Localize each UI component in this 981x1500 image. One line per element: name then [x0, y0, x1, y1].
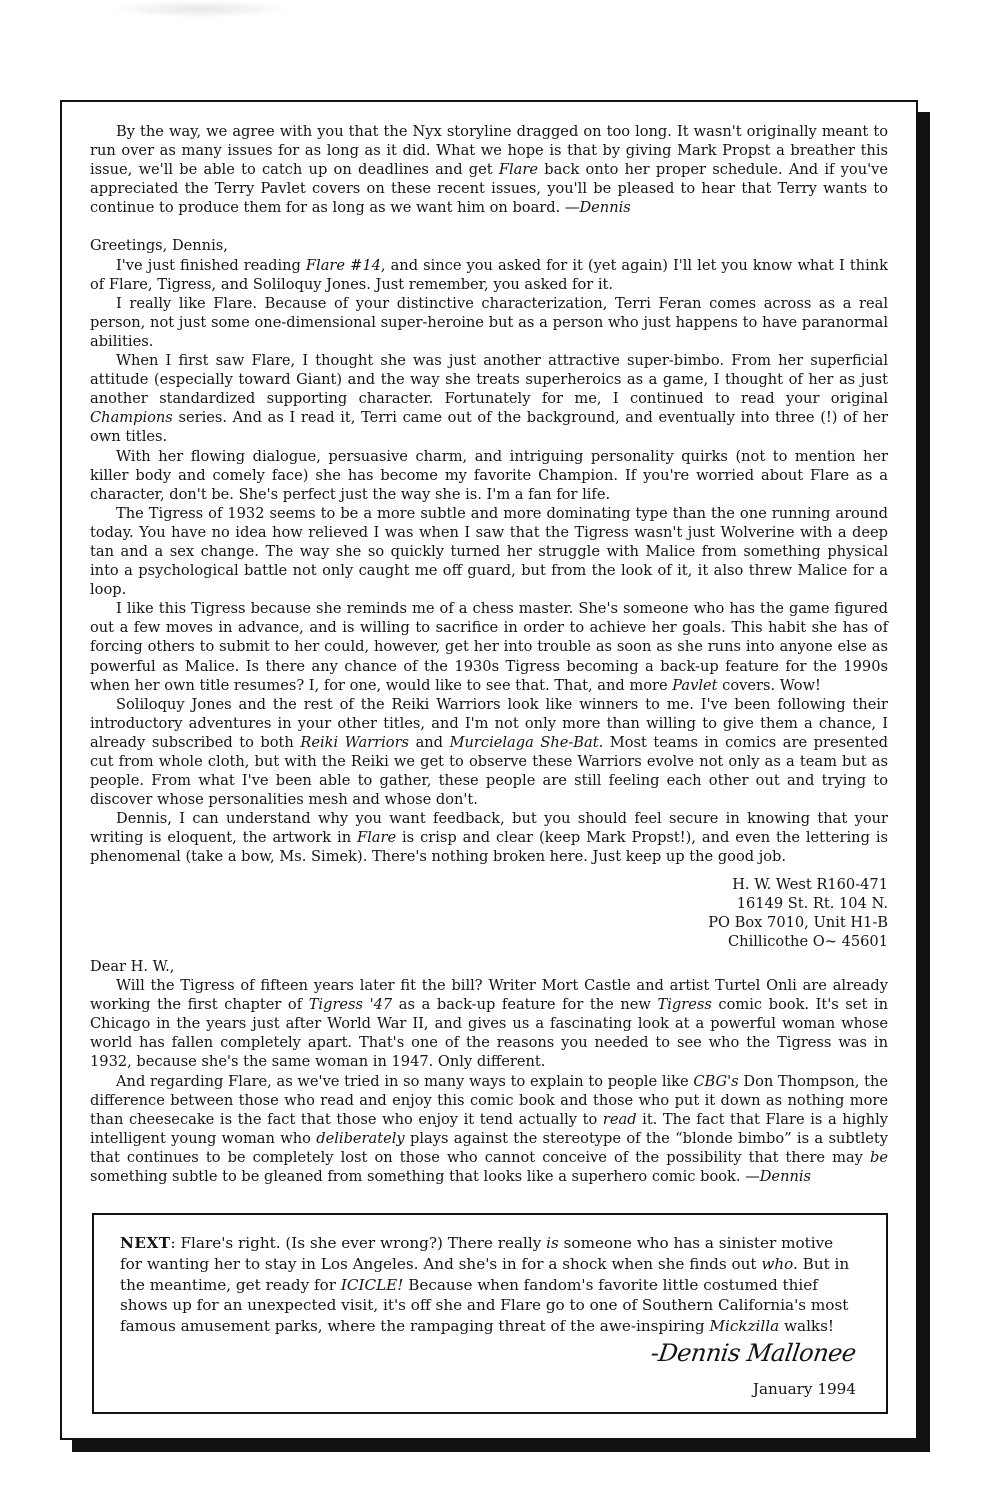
intro-text-2: back onto her proper schedule. And if you've appreciated the Terry Pavlet covers on these recent issues, you'll be pleased to hear that Terry wants to continue to produce them for as long as we want him on board.: [90, 161, 888, 217]
reply-signoff: —Dennis: [745, 1167, 812, 1185]
n-t5: walks!: [779, 1317, 835, 1336]
letter-paragraph-1: [90, 256, 888, 294]
handwritten-signature: -Dennis Mallonee: [649, 1339, 859, 1367]
letter-paragraph-4: With her flowing dialogue, persuasive charm, and intriguing personality quirks (not to mention her killer body and comely face) she has become my favorite Champion. If you're worried about Flare as a character, don't be. She's perfect just the way she is. I'm a fan for life.: [90, 447, 888, 503]
r1a: Will the Tigress of fifteen years later fit the bill? Writer Mort Castle and artist Turtel Onli are already working the first chapter of: [90, 977, 888, 1014]
p7c: Most teams in comics are presented cut from whole cloth, but with the Reiki we get to observe these Warriors evolve not only as a team but as people. From what I've been able to gather, these people are still feeling each other out and trying to discover whose personalities mesh and whose don't.: [90, 733, 888, 809]
letter-greeting: Greetings, Dennis,: [90, 237, 228, 255]
p8b: is crisp and clear (keep Mark Propst!), and even the lettering is phenomenal (take a bow, Ms. Simek). There's nothing broken here. Just keep up the good job.: [90, 829, 888, 866]
letter-paragraph-5: The Tigress of 1932 seems to be a more subtle and more dominating type than the one running around today. You have no idea how relieved I was when I saw that the Tigress wasn't just Wolverine with a deep tan and a sex change. The way she so quickly turned her struggle with Malice from something physical into a psychological battle not only caught me off guard, but from the look of it, it also threw Malice for a loop.: [90, 504, 888, 599]
n-t4: Because when fandom's favorite little costumed thief shows up for an unexpected visit, it's off she and Flare go to one of Southern California's most famous amusement parks, where the rampaging threat of the awe-inspiring: [120, 1275, 849, 1336]
n-em4: Mickzilla: [709, 1317, 780, 1336]
n-t3: But in the meantime, get ready for: [120, 1254, 850, 1294]
address-line: Chillicothe O~ 45601: [728, 932, 888, 950]
letter-paragraph-6: [90, 599, 888, 694]
address-line: 16149 St. Rt. 104 N.: [736, 894, 888, 912]
reply-greeting: Dear H. W.,: [90, 957, 175, 975]
r2d: plays against the stereotype of the “blonde bimbo” is a subtlety that continues to be completely lost on those who cannot conceive of the possibility that there may: [90, 1129, 888, 1166]
r2em3: deliberately: [316, 1129, 405, 1147]
address-line: PO Box 7010, Unit H1-B: [708, 913, 888, 931]
letter-paragraph-8: [90, 809, 888, 866]
r1em2: Tigress: [657, 996, 712, 1014]
p6em: Pavlet: [672, 676, 718, 694]
p3b: series. And as I read it, Terri came out of the background, and eventually into three (!) of her own titles.: [90, 409, 888, 446]
letter-paragraph-7: [90, 695, 888, 810]
p7em2: Murcielaga She-Bat.: [449, 733, 604, 751]
intro-text: By the way, we agree with you that the Nyx storyline dragged on too long. It wasn't originally meant to run over as many issues for as long as it did. What we hope is that by giving Mark Propst a breather this issue, we'll be able to catch up on deadlines and get: [90, 123, 888, 179]
n-em1: is: [546, 1234, 559, 1252]
r1b: as a back-up feature for the new: [392, 996, 658, 1014]
p1a: I've just finished reading: [116, 256, 306, 274]
p1em: Flare #14: [305, 256, 381, 274]
r2em1: CBG's: [693, 1072, 739, 1090]
issue-date: January 1994: [752, 1380, 856, 1398]
letter-paragraph-2: I really like Flare. Because of your distinctive characterization, Terri Feran comes across as a real person, not just some one-dimensional super-heroine but as a person who just happens to have paranormal abilities.: [90, 294, 888, 350]
r2em2: read: [602, 1110, 637, 1128]
writer-address: [90, 875, 888, 951]
reply-paragraph-2: [90, 1072, 888, 1187]
n-em3: ICICLE!: [340, 1275, 404, 1294]
intro-emphasis: Flare: [498, 161, 538, 179]
p1b: , and since you asked for it (yet again) I'll let you know what I think of Flare, Tigress, and Soliloquy Jones. Just remember, you asked for it.: [90, 256, 888, 293]
next-label: NEXT: [120, 1234, 171, 1252]
r1em1: Tigress '47: [308, 996, 393, 1014]
n-t2: someone who has a sinister motive for wanting her to stay in Los Angeles. And she's in for a shock when she finds out: [120, 1234, 834, 1273]
r1c: comic book. It's set in Chicago in the years just after World War II, and gives us a fascinating look at a powerful woman whose world has fallen completely apart. That's one of the reasons you needed to see who the Tigress was in 1932, because she's the same woman in 1947. Only different.: [90, 996, 889, 1071]
p3a: When I first saw Flare, I thought she was just another attractive super-bimbo. From her superficial attitude (especially toward Giant) and the way she treats superheroics as a game, I thought of her as just another standardized supporting character. Fortunately for me, I continued to read your original: [90, 352, 888, 408]
p7a: Soliloquy Jones and the rest of the Reiki Warriors look like winners to me. I've been following their introductory adventures in your other titles, and I'm not only more than willing to give them a chance, I already subscribed to both: [90, 695, 888, 751]
reply-paragraph-1: [90, 976, 888, 1071]
letter-paragraph-3: [90, 351, 888, 446]
r2c: it. The fact that Flare is a highly intelligent young woman who: [90, 1110, 888, 1147]
editor-signoff: —Dennis: [564, 199, 631, 217]
intro-paragraph: [90, 122, 888, 217]
p6a: I like this Tigress because she reminds me of a chess master. She's someone who has the game figured out a few moves in advance, and is willing to sacrifice in order to achieve her goals. This habit she has of forcing others to submit to her could, however, get her into trouble as soon as she runs into anyone else as powerful as Malice. Is there any chance of the 1930s Tigress becoming a back-up feature for the 1990s when her own title resumes? I, for one, would like to see that. That, and more: [90, 600, 888, 694]
p3em: Champions: [90, 409, 173, 427]
r2a: And regarding Flare, as we've tried in so many ways to explain to people like: [116, 1072, 694, 1090]
p7b: and: [409, 733, 450, 751]
n-t1: : Flare's right. (Is she ever wrong?) There really: [170, 1234, 547, 1252]
n-em2: who.: [761, 1254, 798, 1273]
scan-smudge: [110, 0, 290, 18]
next-issue-box: [92, 1213, 888, 1414]
address-line: H. W. West R160-471: [732, 875, 888, 893]
p6b: covers. Wow!: [717, 676, 821, 694]
r2b: Don Thompson, the difference between those who read and enjoy this comic book and those who put it down as nothing more than cheesecake is the fact that those who enjoy it tend actually to: [90, 1072, 888, 1128]
p8em: Flare: [357, 829, 397, 847]
p8a: Dennis, I can understand why you want feedback, but you should feel secure in knowing that your writing is eloquent, the artwork in: [90, 810, 888, 847]
next-issue-text: [120, 1234, 849, 1335]
r2e: something subtle to be gleaned from something that looks like a superhero comic book.: [90, 1167, 746, 1185]
p7em1: Reiki Warriors: [300, 733, 410, 751]
r2em4: be: [870, 1148, 888, 1166]
letters-column: [90, 122, 888, 1186]
